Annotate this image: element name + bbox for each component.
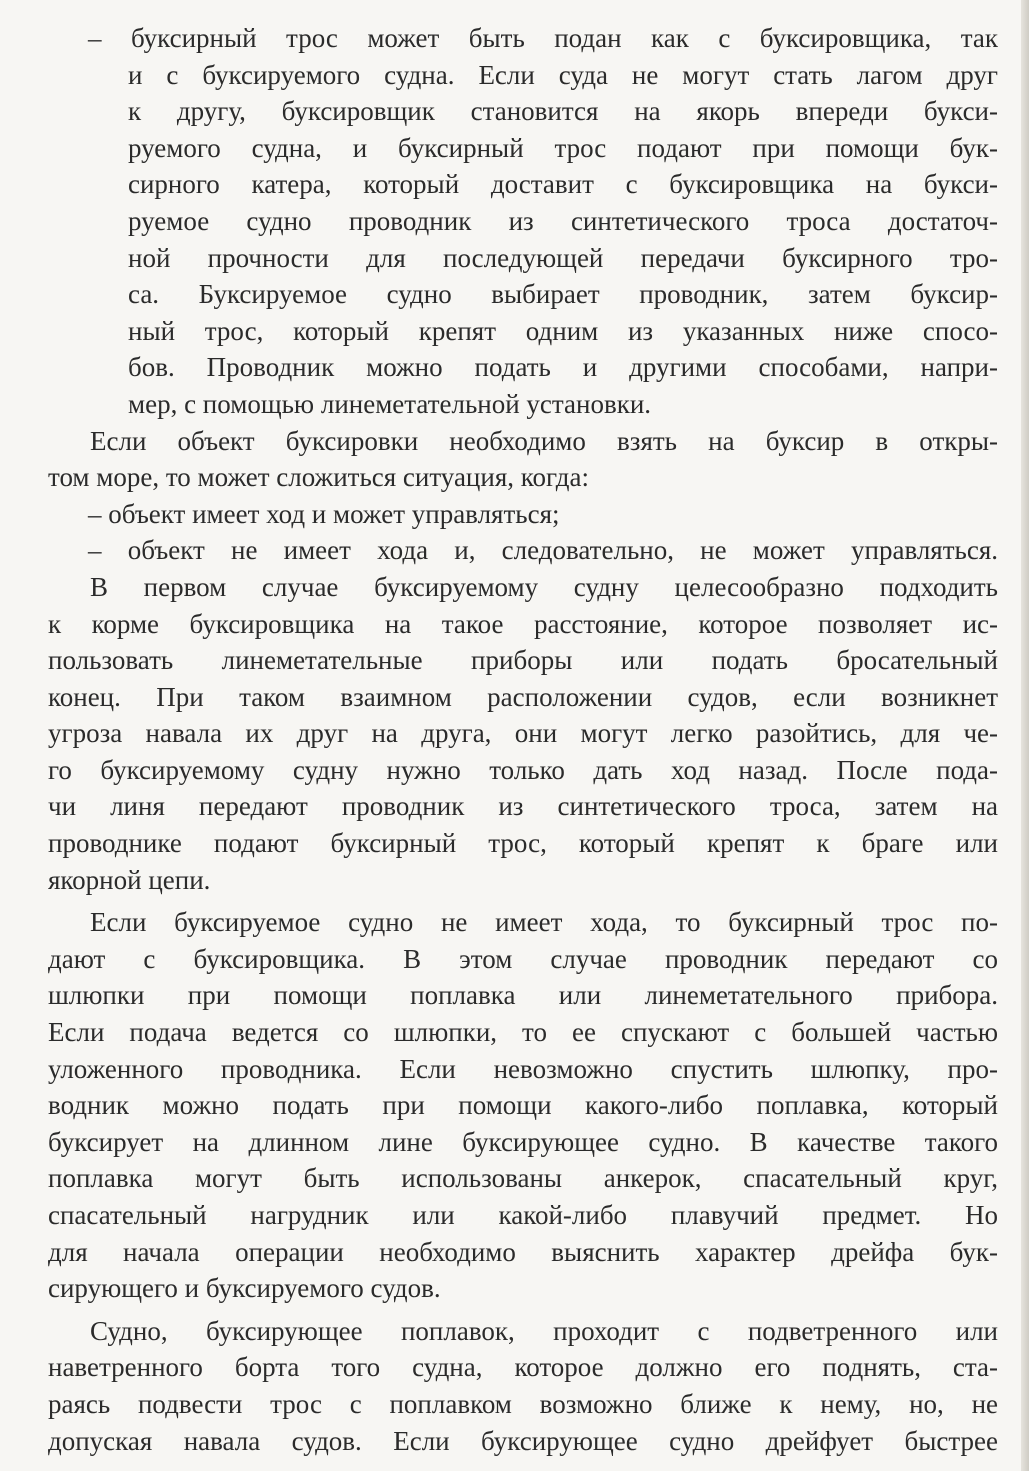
text-line: к другу, буксировщик становится на якорь впереди букси- [128,96,998,127]
text-line: дают с буксировщика. В этом случае проводник передают со [48,943,998,974]
document-page [48,20,998,1459]
text-line: – буксирный трос может быть подан как с буксировщика, так [88,23,998,53]
text-line: Если подача ведется со шлюпки, то ее спускают с большей частью [48,1017,998,1048]
text-line: к корме буксировщика на такое расстояние, которое позволяет ис- [48,608,998,639]
text-line: проводнике подают буксирный трос, который крепят к браге или [48,828,998,859]
text-line: Судно, буксирующее поплавок, проходит с подветренного или [90,1315,998,1346]
text-line: сирующего и буксируемого судов. [48,1273,441,1304]
text-line: якорной цепи. [48,864,211,895]
page-edge-shadow [1021,0,1029,1471]
text-line: руемое судно проводник из синтетического троса достаточ- [128,205,998,236]
text-line: руемого судна, и буксирный трос подают при помощи бук- [128,132,998,163]
text-line: спасательный нагрудник или какой-либо плавучий предмет. Но [48,1200,998,1230]
text-line: В первом случае буксируемому судну целесообразно подходить [90,571,998,602]
text-line: ный трос, который крепят одним из указанных ниже спосо- [128,315,998,346]
list-item: – объект не имеет хода и, следовательно, не может управляться. [88,535,998,566]
text-line: ной прочности для последующей передачи буксирного тро- [128,242,998,273]
text-line: Если буксируемое судно не имеет хода, то буксирный трос по- [90,907,998,938]
text-line: водник можно подать при помощи какого-либо поплавка, который [48,1090,998,1121]
text-line: наветренного борта того судна, которое должно его поднять, ста- [48,1352,998,1383]
list-item: – объект имеет ход и может управляться; [88,498,560,529]
text-line: уложенного проводника. Если невозможно спустить шлюпку, про- [48,1053,998,1084]
text-line: угроза навала их друг на друга, они могут легко разойтись, для че- [48,718,998,749]
text-line: пользовать линеметательные приборы или подать бросательный [48,645,998,676]
text-line: са. Буксируемое судно выбирает проводник, затем буксир- [128,279,998,310]
text-line: том море, то может сложиться ситуация, когда: [48,462,589,493]
text-line: го буксируемому судну нужно только дать ход назад. После пода- [48,754,998,785]
text-line: мер, с помощью линеметательной установки. [128,388,652,419]
text-line: бов. Проводник можно подать и другими способами, напри- [128,352,998,383]
text-line: Если объект буксировки необходимо взять на буксир в откры- [90,425,998,456]
text-line: допуская навала судов. Если буксирующее судно дрейфует быстрее [48,1425,998,1456]
text-line: раясь подвести трос с поплавком возможно ближе к нему, но, не [48,1388,998,1419]
text-line: сирного катера, который доставит с буксировщика на букси- [128,169,998,200]
text-line: и с буксируемого судна. Если суда не могут стать лагом друг [128,59,998,90]
text-line: чи линя передают проводник из синтетического троса, затем на [48,791,998,822]
text-line: поплавка могут быть использованы анкерок, спасательный круг, [48,1163,998,1194]
text-line: буксирует на длинном лине буксирующее судно. В качестве такого [48,1126,998,1157]
text-line: для начала операции необходимо выяснить характер дрейфа бук- [48,1236,998,1267]
text-line: конец. При таком взаимном расположении судов, если возникнет [48,681,998,712]
text-line: шлюпки при помощи поплавка или линеметательного прибора. [48,980,998,1011]
